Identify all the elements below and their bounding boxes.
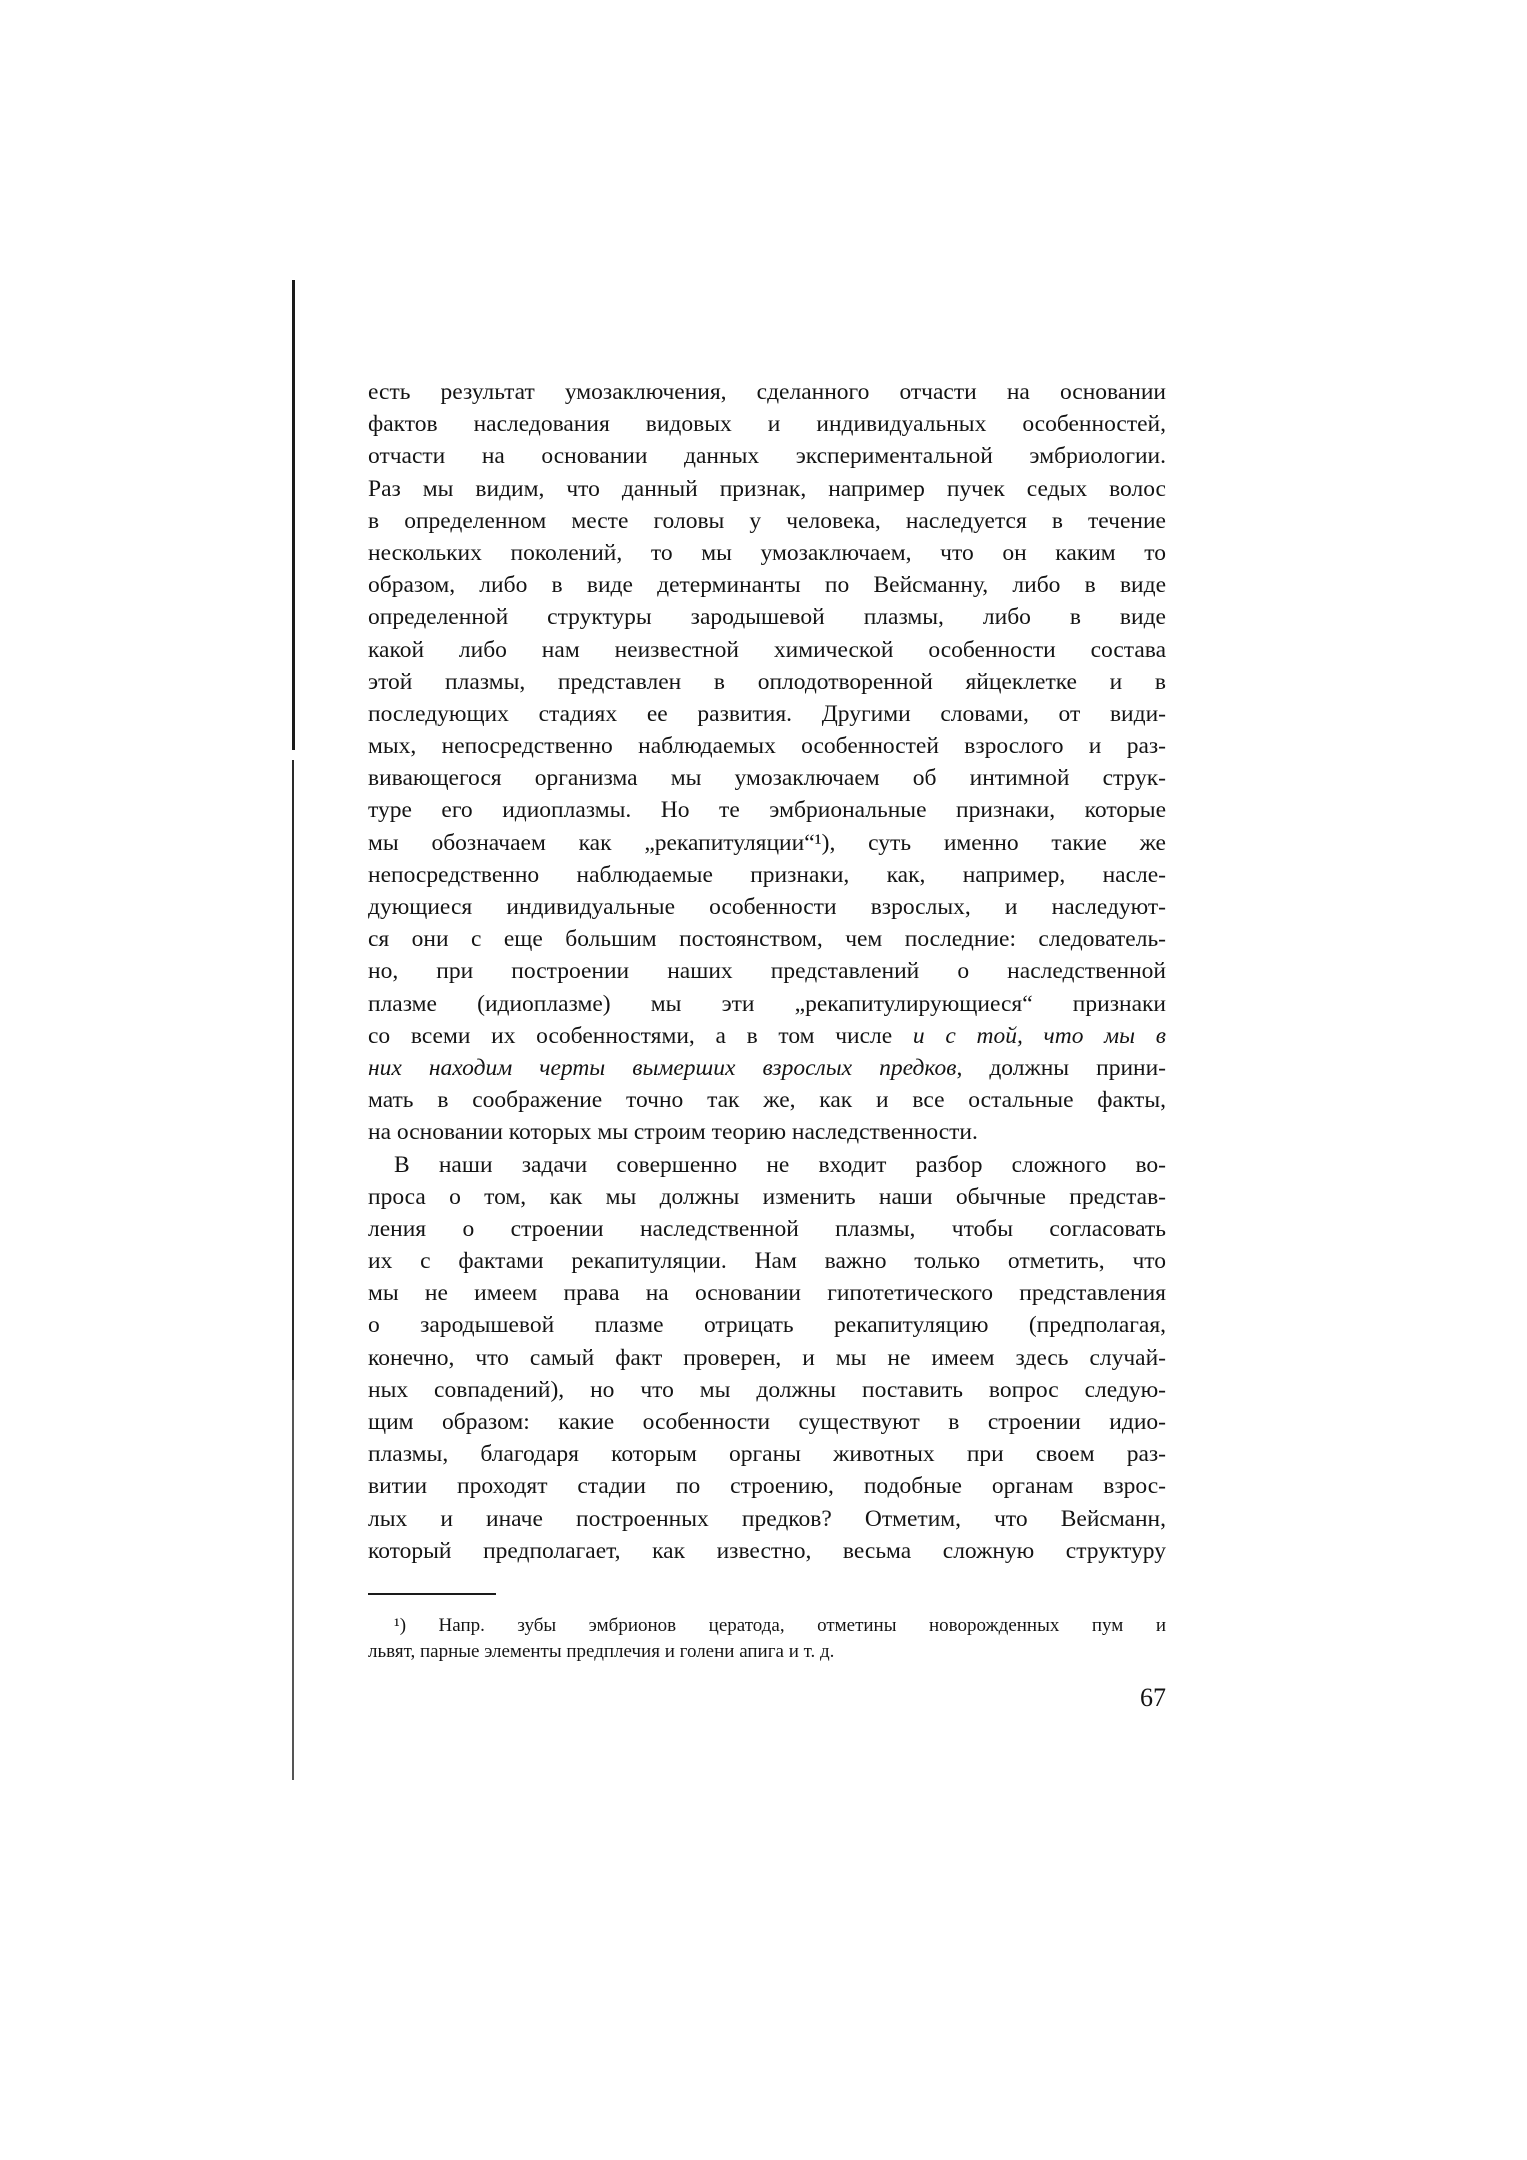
text-line: конечно, что самый факт проверен, и мы не имеем здесь случай-: [368, 1344, 1166, 1371]
text-line: какой либо нам неизвестной химической особенности состава: [368, 636, 1166, 663]
paragraph-1: [368, 376, 1166, 1149]
text-line: который предполагает, как известно, весьма сложную структуру: [368, 1537, 1166, 1564]
text-line: фактов наследования видовых и индивидуальных особенностей,: [368, 411, 1166, 438]
text-run: со всеми их особенностями, а в том числе: [368, 1022, 913, 1049]
book-page: [368, 376, 1166, 1713]
paragraph-2: [368, 1149, 1166, 1567]
text-line: мых, непосредственно наблюдаемых особенностей взрослого и раз-: [368, 733, 1166, 760]
text-line: дующиеся индивидуальные особенности взрослых, и наследуют-: [368, 894, 1166, 920]
italic-run: них находим черты вымерших взрослых предков: [368, 1054, 957, 1081]
text-line-italic-mixed: [368, 1052, 1166, 1084]
text-line: ных совпадений), но что мы должны поставить вопрос следую-: [368, 1376, 1166, 1403]
footnote: [368, 1613, 1166, 1665]
text-line: последующих стадиях ее развития. Другими словами, от види-: [368, 700, 1166, 727]
text-line: лых и иначе построенных предков? Отметим, что Вейсманн,: [368, 1505, 1166, 1532]
binding-edge-shadow: [292, 760, 294, 1380]
text-line: мать в соображение точно так же, как и все остальные факты,: [368, 1087, 1166, 1114]
text-run: , должны прини-: [956, 1054, 1166, 1081]
text-line: непосредственно наблюдаемые признаки, как, например, насле-: [368, 861, 1166, 888]
text-line: этой плазмы, представлен в оплодотворенной яйцеклетке и в: [368, 668, 1166, 695]
text-line: отчасти на основании данных экспериментальной эмбриологии.: [368, 443, 1166, 470]
text-line: мы не имеем права на основании гипотетического представления: [368, 1280, 1166, 1307]
text-line: туре его идиоплазмы. Но те эмбриональные признаки, которые: [368, 797, 1166, 824]
text-line: на основании которых мы строим теорию наследственности.: [368, 1119, 978, 1146]
text-line: проса о том, как мы должны изменить наши обычные представ-: [368, 1183, 1166, 1210]
text-line: определенной структуры зародышевой плазмы, либо в виде: [368, 604, 1166, 631]
text-line: вивающегося организма мы умозаключаем об интимной струк-: [368, 765, 1166, 792]
binding-edge-shadow: [292, 1380, 294, 1780]
binding-edge-shadow: [292, 280, 295, 750]
text-line: ления о строении наследственной плазмы, чтобы согласовать: [368, 1215, 1166, 1242]
text-line: плазмы, благодаря которым органы животных при своем раз-: [368, 1441, 1166, 1468]
footnote-line: ¹) Напр. зубы эмбрионов цератода, отметины новорожденных пум и: [394, 1614, 1166, 1636]
text-line: мы обозначаем как „рекапитуляции“¹), суть именно такие же: [368, 829, 1166, 856]
text-line: ся они с еще большим постоянством, чем последние: следователь-: [368, 926, 1166, 953]
footnote-divider: [368, 1593, 496, 1595]
text-line: плазме (идиоплазме) мы эти „рекапитулирующиеся“ признаки: [368, 990, 1166, 1017]
text-line: в определенном месте головы у человека, наследуется в течение: [368, 507, 1166, 534]
text-line: щим образом: какие особенности существуют в строении идио-: [368, 1409, 1166, 1435]
text-line: о зародышевой плазме отрицать рекапитуляцию (предполагая,: [368, 1312, 1166, 1339]
text-line: но, при построении наших представлений о наследственной: [368, 958, 1166, 985]
page-number: 67: [1140, 1682, 1166, 1712]
text-line: есть результат умозаключения, сделанного отчасти на основании: [368, 379, 1166, 405]
text-line-italic-mixed: [368, 1020, 1166, 1052]
text-line: образом, либо в виде детерминанты по Вейсманну, либо в виде: [368, 572, 1166, 599]
italic-run: и с той, что мы в: [912, 1022, 1166, 1049]
footnote-line: львят, парные элементы предплечия и голени апига и т. д.: [368, 1640, 835, 1662]
text-line: Раз мы видим, что данный признак, например пучек седых волос: [368, 475, 1166, 502]
text-line: нескольких поколений, то мы умозаключаем, что он каким то: [368, 539, 1166, 566]
text-line: их с фактами рекапитуляции. Нам важно только отметить, что: [368, 1248, 1166, 1275]
text-line: витии проходят стадии по строению, подобные органам взрос-: [368, 1473, 1166, 1500]
text-line: В наши задачи совершенно не входит разбор сложного во-: [394, 1151, 1166, 1178]
